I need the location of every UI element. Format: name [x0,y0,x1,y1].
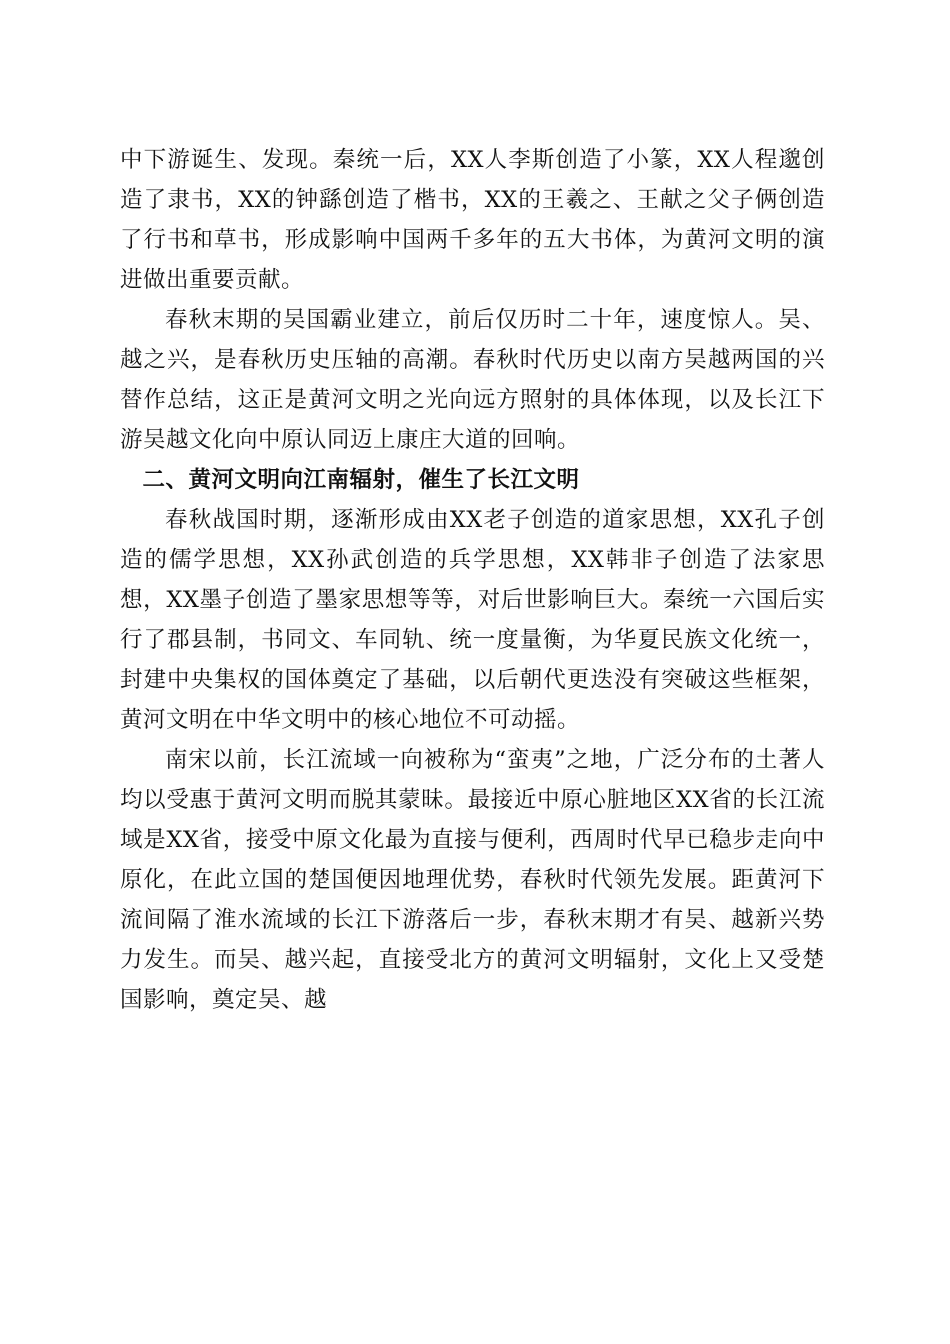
paragraph-wu-yue: 春秋末期的吴国霸业建立，前后仅历时二十年，速度惊人。吴、越之兴，是春秋历史压轴的高潮。春秋时代历史以南方吴越两国的兴替作总结，这正是黄河文明之光向远方照射的具体体现，以及长江下游吴越文化向中原认同迈上康庄大道的回响。 [120,307,825,453]
paragraph-spring-autumn: 春秋战国时期，逐渐形成由XX老子创造的道家思想，XX孔子创造的儒学思想，XX孙武创造的兵学思想，XX韩非子创造了法家思想，XX墨子创造了墨家思想等等，对后世影响巨大。秦统一六国后实行了郡县制，书同文、车同轨、统一度量衡，为华夏民族文化统一，封建中央集权的国体奠定了基础，以后朝代更迭没有突破这些框架，黄河文明在中华文明中的核心地位不可动摇。 [120,507,825,733]
paragraph-continuation: 中下游诞生、发现。秦统一后，XX人李斯创造了小篆，XX人程邈创造了隶书，XX的钟繇创造了楷书，XX的王羲之、王献之父子俩创造了行书和草书，形成影响中国两千多年的五大书体，为黄河文明的演进做出重要贡献。 [120,147,825,293]
document-page [120,140,825,1020]
section-heading: 二、黄河文明向江南辐射，催生了长江文明 [142,467,580,493]
paragraph-southern-song: 南宋以前，长江流域一向被称为“蛮夷”之地，广泛分布的土著人均以受惠于黄河文明而脱其蒙昧。最接近中原心脏地区XX省的长江流域是XX省，接受中原文化最为直接与便利，西周时代早已稳步走向中原化，在此立国的楚国便因地理优势，春秋时代领先发展。距黄河下流间隔了淮水流域的长江下游落后一步，春秋末期才有吴、越新兴势力发生。而吴、越兴起，直接受北方的黄河文明辐射，文化上又受楚国影响，奠定吴、越 [120,747,825,1013]
